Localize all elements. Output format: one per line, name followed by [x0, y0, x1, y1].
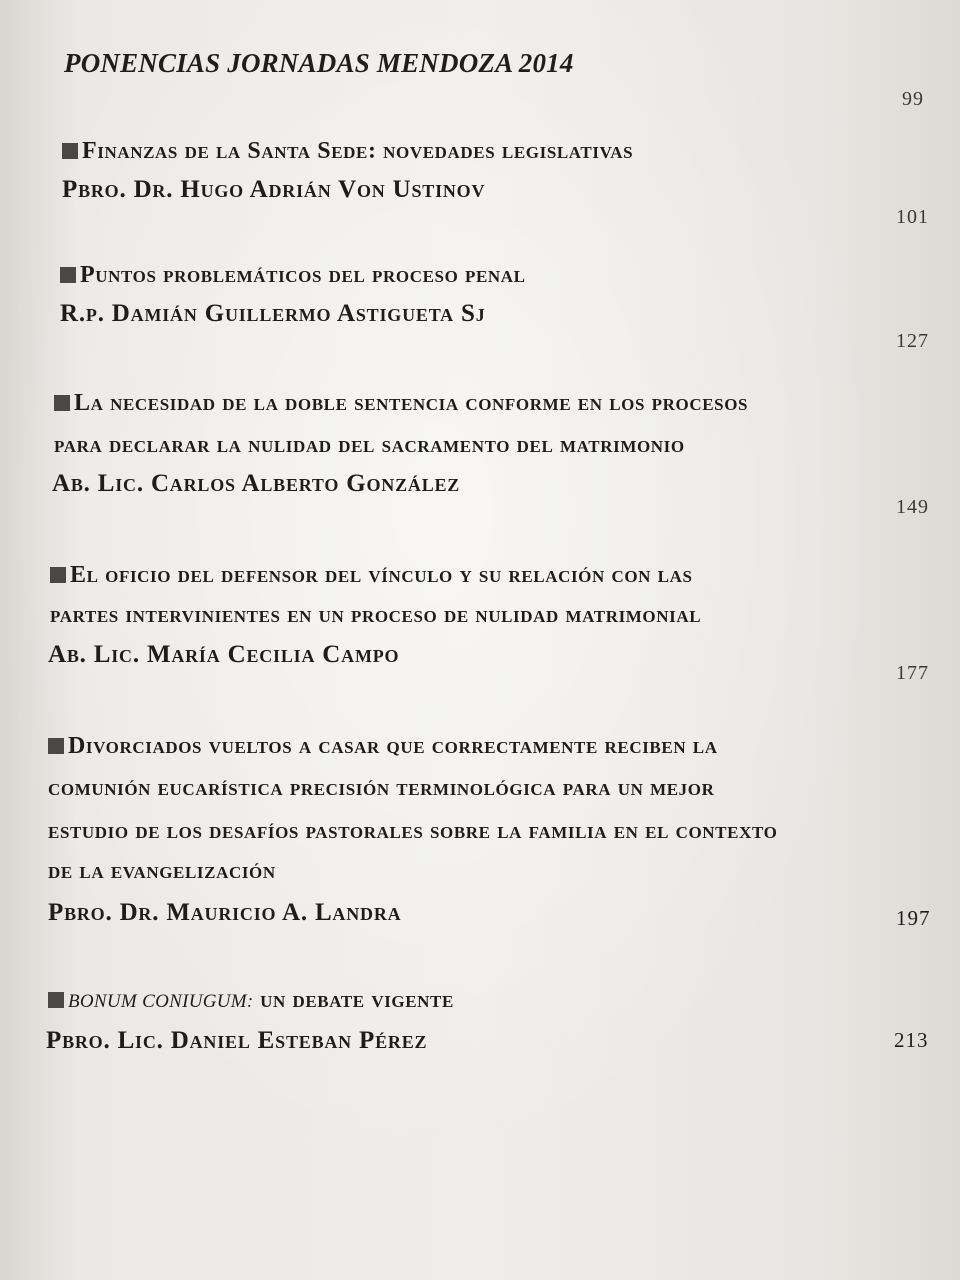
entry-2-title: Puntos problemáticos del proceso penal [60, 262, 526, 289]
page-number-entry-5: 197 [896, 906, 931, 930]
page-number-entry-2: 127 [896, 330, 929, 352]
entry-4-author: Ab. Lic. María Cecilia Campo [48, 641, 400, 668]
section-title: PONENCIAS JORNADAS MENDOZA 2014 [64, 48, 574, 78]
page-number-first: 99 [902, 88, 924, 110]
entry-5-title-line-2: comunión eucarística precisión terminológica para un mejor [48, 775, 715, 801]
entry-5-author: Pbro. Dr. Mauricio A. Landra [48, 899, 402, 926]
page-number-entry-3: 149 [896, 496, 929, 518]
entry-2-author: R.p. Damián Guillermo Astigueta Sj [60, 300, 486, 327]
page-number-entry-1: 101 [896, 206, 929, 228]
page-number-entry-4: 177 [896, 662, 929, 684]
entry-6-author: Pbro. Lic. Daniel Esteban Pérez [46, 1027, 428, 1054]
entry-5-title-line-1: Divorciados vueltos a casar que correctamente reciben la [48, 733, 718, 760]
square-bullet-icon [50, 567, 66, 583]
entry-5-title-line-4: de la evangelización [48, 858, 276, 884]
entry-4-title-line-2: partes intervinientes en un proceso de nulidad matrimonial [50, 602, 702, 628]
square-bullet-icon [54, 395, 70, 411]
entry-3-title-line-1: La necesidad de la doble sentencia conforme en los procesos [54, 390, 748, 417]
entry-4-title-line-1: El oficio del defensor del vínculo y su relación con las [50, 562, 693, 589]
square-bullet-icon [62, 143, 78, 159]
entry-5-title-line-3: estudio de los desafíos pastorales sobre la familia en el contexto [48, 818, 778, 844]
entry-3-title-line-2: para declarar la nulidad del sacramento del matrimonio [54, 432, 685, 458]
page-number-entry-6: 213 [894, 1028, 929, 1052]
entry-6-title: BONUM CONIUGUM: un debate vigente [48, 987, 454, 1014]
square-bullet-icon [48, 992, 64, 1008]
square-bullet-icon [60, 267, 76, 283]
entry-3-author: Ab. Lic. Carlos Alberto González [52, 470, 461, 497]
entry-1-title: Finanzas de la Santa Sede: novedades legislativas [62, 138, 633, 165]
square-bullet-icon [48, 738, 64, 754]
entry-1-author: Pbro. Dr. Hugo Adrián Von Ustinov [62, 176, 486, 203]
